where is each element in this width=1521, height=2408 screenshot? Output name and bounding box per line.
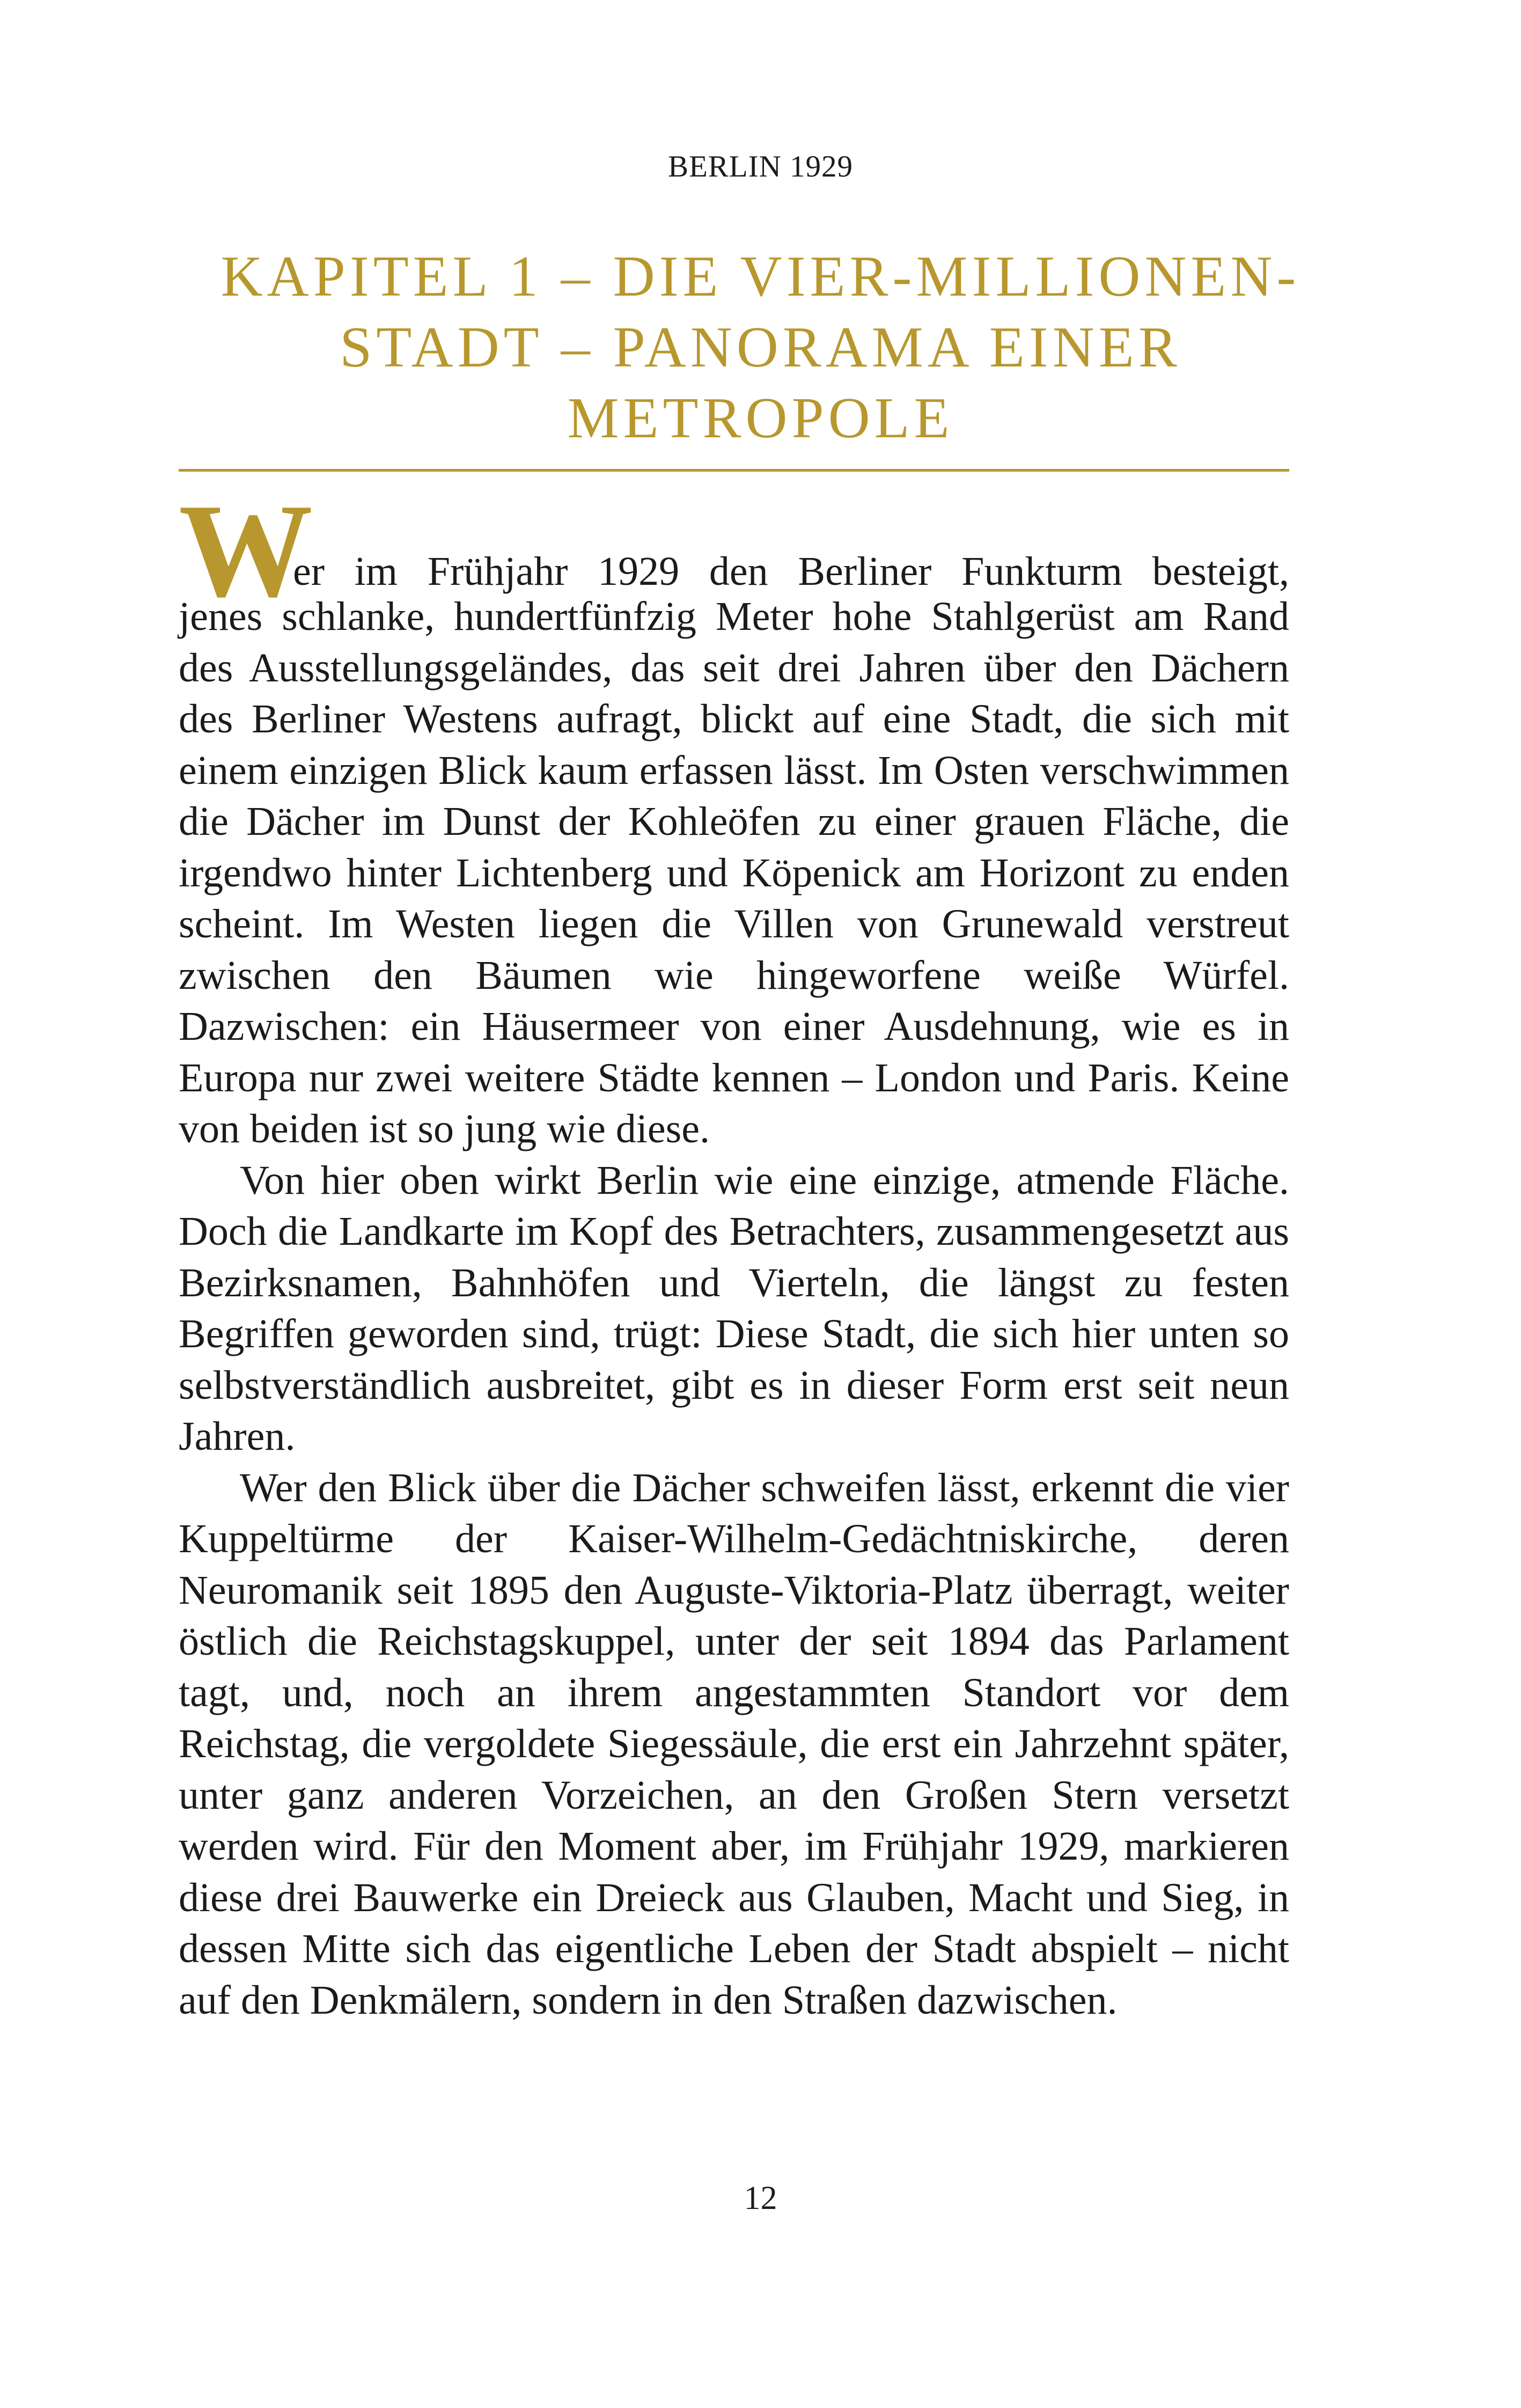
chapter-title-rule bbox=[179, 469, 1289, 472]
opening-line-text: er im Frühjahr 1929 den Berliner Funkturm besteigt, bbox=[293, 549, 1289, 594]
page-number: 12 bbox=[744, 2180, 777, 2216]
drop-cap: W bbox=[179, 476, 313, 625]
running-header: BERLIN 1929 bbox=[667, 150, 854, 183]
paragraph-1-continuation: jenes schlanke, hundertfünfzig Meter hohe Stahlgerüst am Rand des Ausstellungsgeländes, das seit drei Jahren über den Dächern des Berliner Westens aufragt, blickt auf eine Stadt, die sich mit einem einzigen Blick kaum erfassen lässt. Im Osten verschwimmen die Dächer im Dunst der Kohleöfen zu einer grauen Fläche, die irgendwo hinter Lichtenberg und Köpenick am Horizont zu enden scheint. Im Westen liegen die Villen von Grunewald verstreut zwischen den Bäumen wie hingeworfene weiße Würfel. Dazwischen: ein Häusermeer von einer Ausdehnung, wie es in Europa nur zwei weitere Städte kennen – London und Paris. Keine von beiden ist so jung wie diese. bbox=[179, 594, 1289, 1151]
body-text bbox=[179, 476, 1289, 2026]
paragraph-2: Von hier oben wirkt Berlin wie eine einzige, atmende Fläche. Doch die Landkarte im Kopf des Betrachters, zusammengesetzt aus Bezirksnamen, Bahnhöfen und Vierteln, die längst zu festen Begriffen geworden sind, trügt: Diese Stadt, die sich hier unten so selbstverständlich ausbreitet, gibt es in dieser Form erst seit neun Jahren. bbox=[179, 1157, 1289, 1459]
opening-line bbox=[179, 476, 1289, 625]
paragraph-3: Wer den Blick über die Dächer schweifen lässt, erkennt die vier Kuppeltürme der Kaiser-Wilhelm-Gedächtniskirche, deren Neuromanik seit 1895 den Auguste-Viktoria-Platz überragt, weiter östlich die Reichstagskuppel, unter der seit 1894 das Parlament tagt, und, noch an ihrem angestammten Standort vor dem Reichstag, die vergoldete Siegessäule, die erst ein Jahrzehnt später, unter ganz anderen Vorzeichen, an den Großen Stern versetzt werden wird. Für den Moment aber, im Frühjahr 1929, markieren diese drei Bauwerke ein Dreieck aus Glauben, Macht und Sieg, in dessen Mitte sich das eigentliche Leben der Stadt abspielt – nicht auf den Denkmälern, sondern in den Straßen dazwischen. bbox=[179, 1465, 1289, 2023]
chapter-title: KAPITEL 1 – DIE VIER-MILLIONEN-STADT – PANORAMA EINER METROPOLE bbox=[221, 245, 1300, 450]
